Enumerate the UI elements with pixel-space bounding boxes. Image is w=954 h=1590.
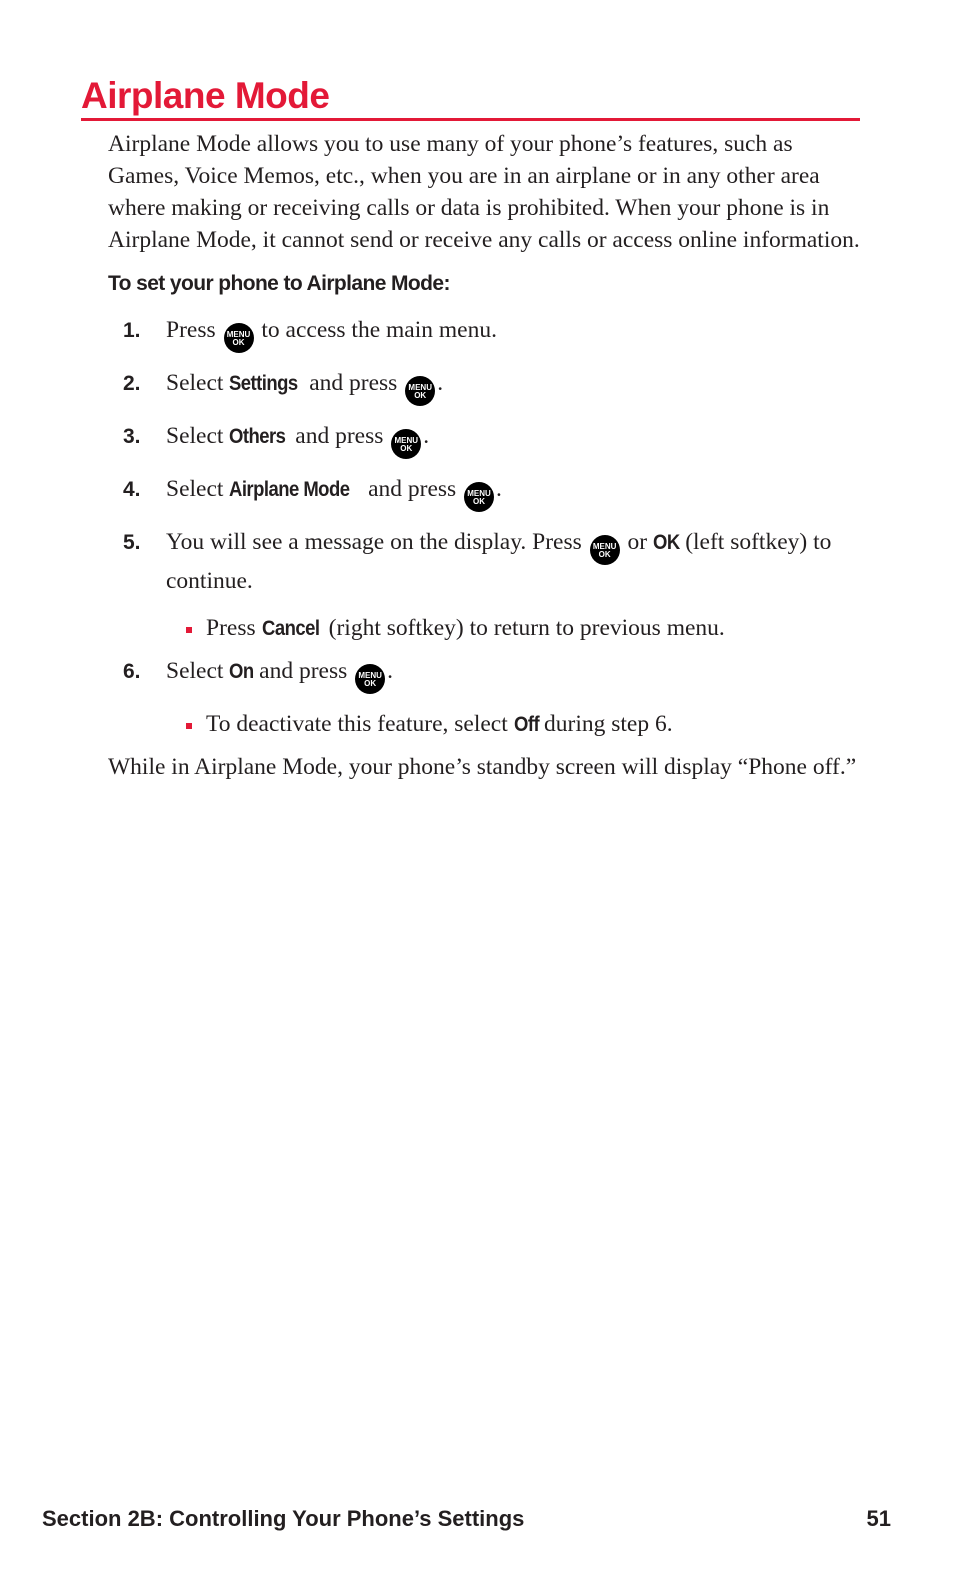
softkey-keyword: Cancel	[261, 617, 319, 640]
note-text: during step 6.	[544, 711, 673, 737]
menu-ok-key-icon: MENU OK	[464, 482, 494, 512]
step-1	[108, 314, 860, 353]
step-6-note	[108, 708, 860, 741]
menu-keyword: Settings	[229, 372, 298, 395]
step-number: 4.	[123, 478, 141, 501]
step-number: 5.	[123, 531, 141, 554]
step-text: Select	[166, 658, 224, 684]
page-number: 51	[866, 1506, 891, 1531]
step-number: 1.	[123, 319, 141, 342]
intro-paragraph: Airplane Mode allows you to use many of your phone’s features, such as Games, Voice Memos, etc., when you are in an airplane or in any other area where making or receiving calls or data is prohibited. When your phone is in Airplane Mode, it cannot send or receive any calls or access online information.	[108, 131, 860, 253]
step-text: (left softkey) to continue.	[166, 529, 832, 594]
menu-keyword: On	[229, 660, 254, 683]
footer-section-title: Section 2B: Controlling Your Phone’s Settings	[42, 1506, 525, 1531]
step-number: 6.	[123, 660, 141, 683]
note-text: Press	[206, 615, 256, 641]
menu-ok-key-icon: MENU OK	[405, 376, 435, 406]
steps-list	[108, 314, 860, 741]
step-6: 6. Select On and press MENU OK .	[108, 655, 860, 694]
step-5	[108, 526, 860, 598]
step-number: 2.	[123, 372, 141, 395]
softkey-keyword: OK	[653, 531, 680, 554]
menu-ok-key-icon: MENU OK	[391, 429, 421, 459]
step-text: You will see a message on the display. Press	[166, 529, 582, 555]
step-text: Select	[166, 370, 224, 396]
step-4: 4. Select Airplane Mode and press MENU OK .	[108, 473, 860, 512]
step-3: 3. Select Others and press MENU OK .	[108, 420, 860, 459]
menu-ok-key-icon: MENU OK	[355, 664, 385, 694]
step-text: and press	[368, 476, 457, 502]
step-text: and press	[259, 658, 348, 684]
page-title: Airplane Mode	[81, 75, 330, 116]
step-text: to access the main menu.	[261, 317, 497, 343]
page-content	[108, 128, 860, 783]
step-text: and press	[309, 370, 398, 396]
step-text: and press	[295, 423, 384, 449]
step-text: Select	[166, 476, 224, 502]
procedure-heading: To set your phone to Airplane Mode:	[108, 272, 450, 295]
closing-paragraph: While in Airplane Mode, your phone’s standby screen will display “Phone off.”	[108, 754, 857, 780]
step-text: Select	[166, 423, 224, 449]
step-5-note	[108, 612, 860, 645]
menu-keyword: Airplane Mode	[229, 478, 350, 501]
bullet-square-icon	[186, 627, 192, 633]
step-text: or	[627, 529, 648, 555]
bullet-square-icon	[186, 723, 192, 729]
menu-ok-key-icon: MENU OK	[590, 535, 620, 565]
step-text: Press	[166, 317, 216, 343]
menu-ok-key-icon: MENU OK	[224, 323, 254, 353]
step-number: 3.	[123, 425, 141, 448]
menu-keyword: Off	[513, 713, 539, 736]
menu-keyword: Others	[229, 425, 286, 448]
title-divider	[81, 118, 860, 121]
note-text: (right softkey) to return to previous menu.	[328, 615, 725, 641]
note-text: To deactivate this feature, select	[206, 711, 508, 737]
step-2: 2. Select Settings and press MENU OK .	[108, 367, 860, 406]
